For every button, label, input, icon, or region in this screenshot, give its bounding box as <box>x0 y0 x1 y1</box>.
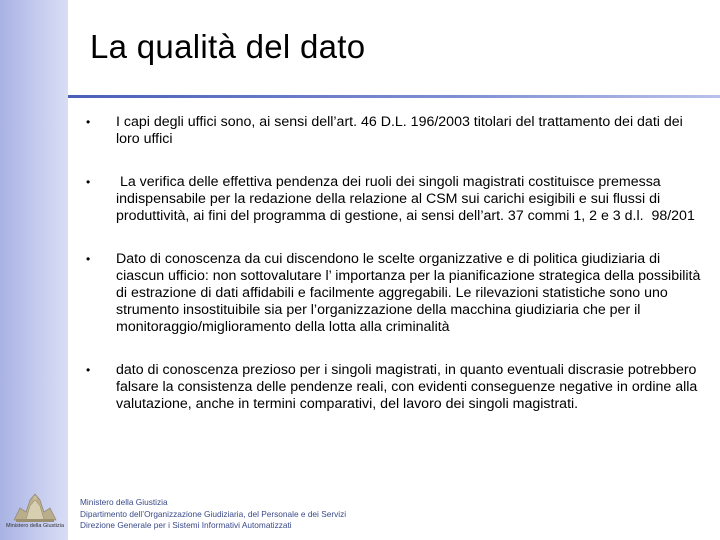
bullet-text-4: dato di conoscenza prezioso per i singoli magistrati, in quanto eventuali discrasie potrebbero falsare la consistenza delle pendenze reali, con evidenti conseguenze negative in ordine alla valutazione, anche in termini comparativi, del lavoro dei singoli magistrati. <box>116 362 698 412</box>
bullet-text-2: La verifica delle effettiva pendenza dei ruoli dei singoli magistrati costituisce premessa indispensabile per la redazione della relazione al CSM sui carichi esigibili e sui flussi di produttività, ai fini del programma di gestione, ai sensi dell’art. 37 commi 1, 2 e 3 d.l. 98/201 <box>116 174 695 224</box>
bullet-marker: • <box>86 252 91 266</box>
bullet-list <box>86 114 706 413</box>
footer-ministry: Ministero della Giustizia <box>80 497 168 507</box>
footer <box>80 497 346 532</box>
footer-department: Dipartimento dell’Organizzazione Giudiziaria, del Personale e dei Servizi <box>80 508 347 519</box>
bullet-item-2 <box>86 174 706 225</box>
bullet-marker: • <box>86 175 91 189</box>
slide-title: La qualità del dato <box>90 28 366 65</box>
bullet-marker: • <box>86 115 91 129</box>
bullet-item-1 <box>86 114 706 148</box>
bullet-text-3: Dato di conoscenza da cui discendono le scelte organizzative e di politica giudiziaria di ciascun ufficio: non sottovalutare l’ importanza per la pianificazione strategica della possibilità di estrazione di dati affidabili e facilmente aggregabili. Le rilevazioni statistiche sono uno strumento insostituibile sia per l’organizzazione della macchina giudiziaria che per il monitoraggio/miglioramento della lotta alla criminalità <box>116 251 701 335</box>
bullet-item-4 <box>86 362 706 413</box>
bullet-marker: • <box>86 363 91 377</box>
left-sidebar-band <box>0 0 68 540</box>
title-divider <box>68 95 720 98</box>
bullet-item-3 <box>86 251 706 336</box>
logo-caption: Ministero della Giustizia <box>5 523 65 529</box>
footer-direction: Direzione Generale per i Sistemi Informativi Automatizzati <box>80 520 292 530</box>
bullet-text-1: I capi degli uffici sono, ai sensi dell’art. 46 D.L. 196/2003 titolari del trattamento dei dati dei loro uffici <box>116 114 683 147</box>
